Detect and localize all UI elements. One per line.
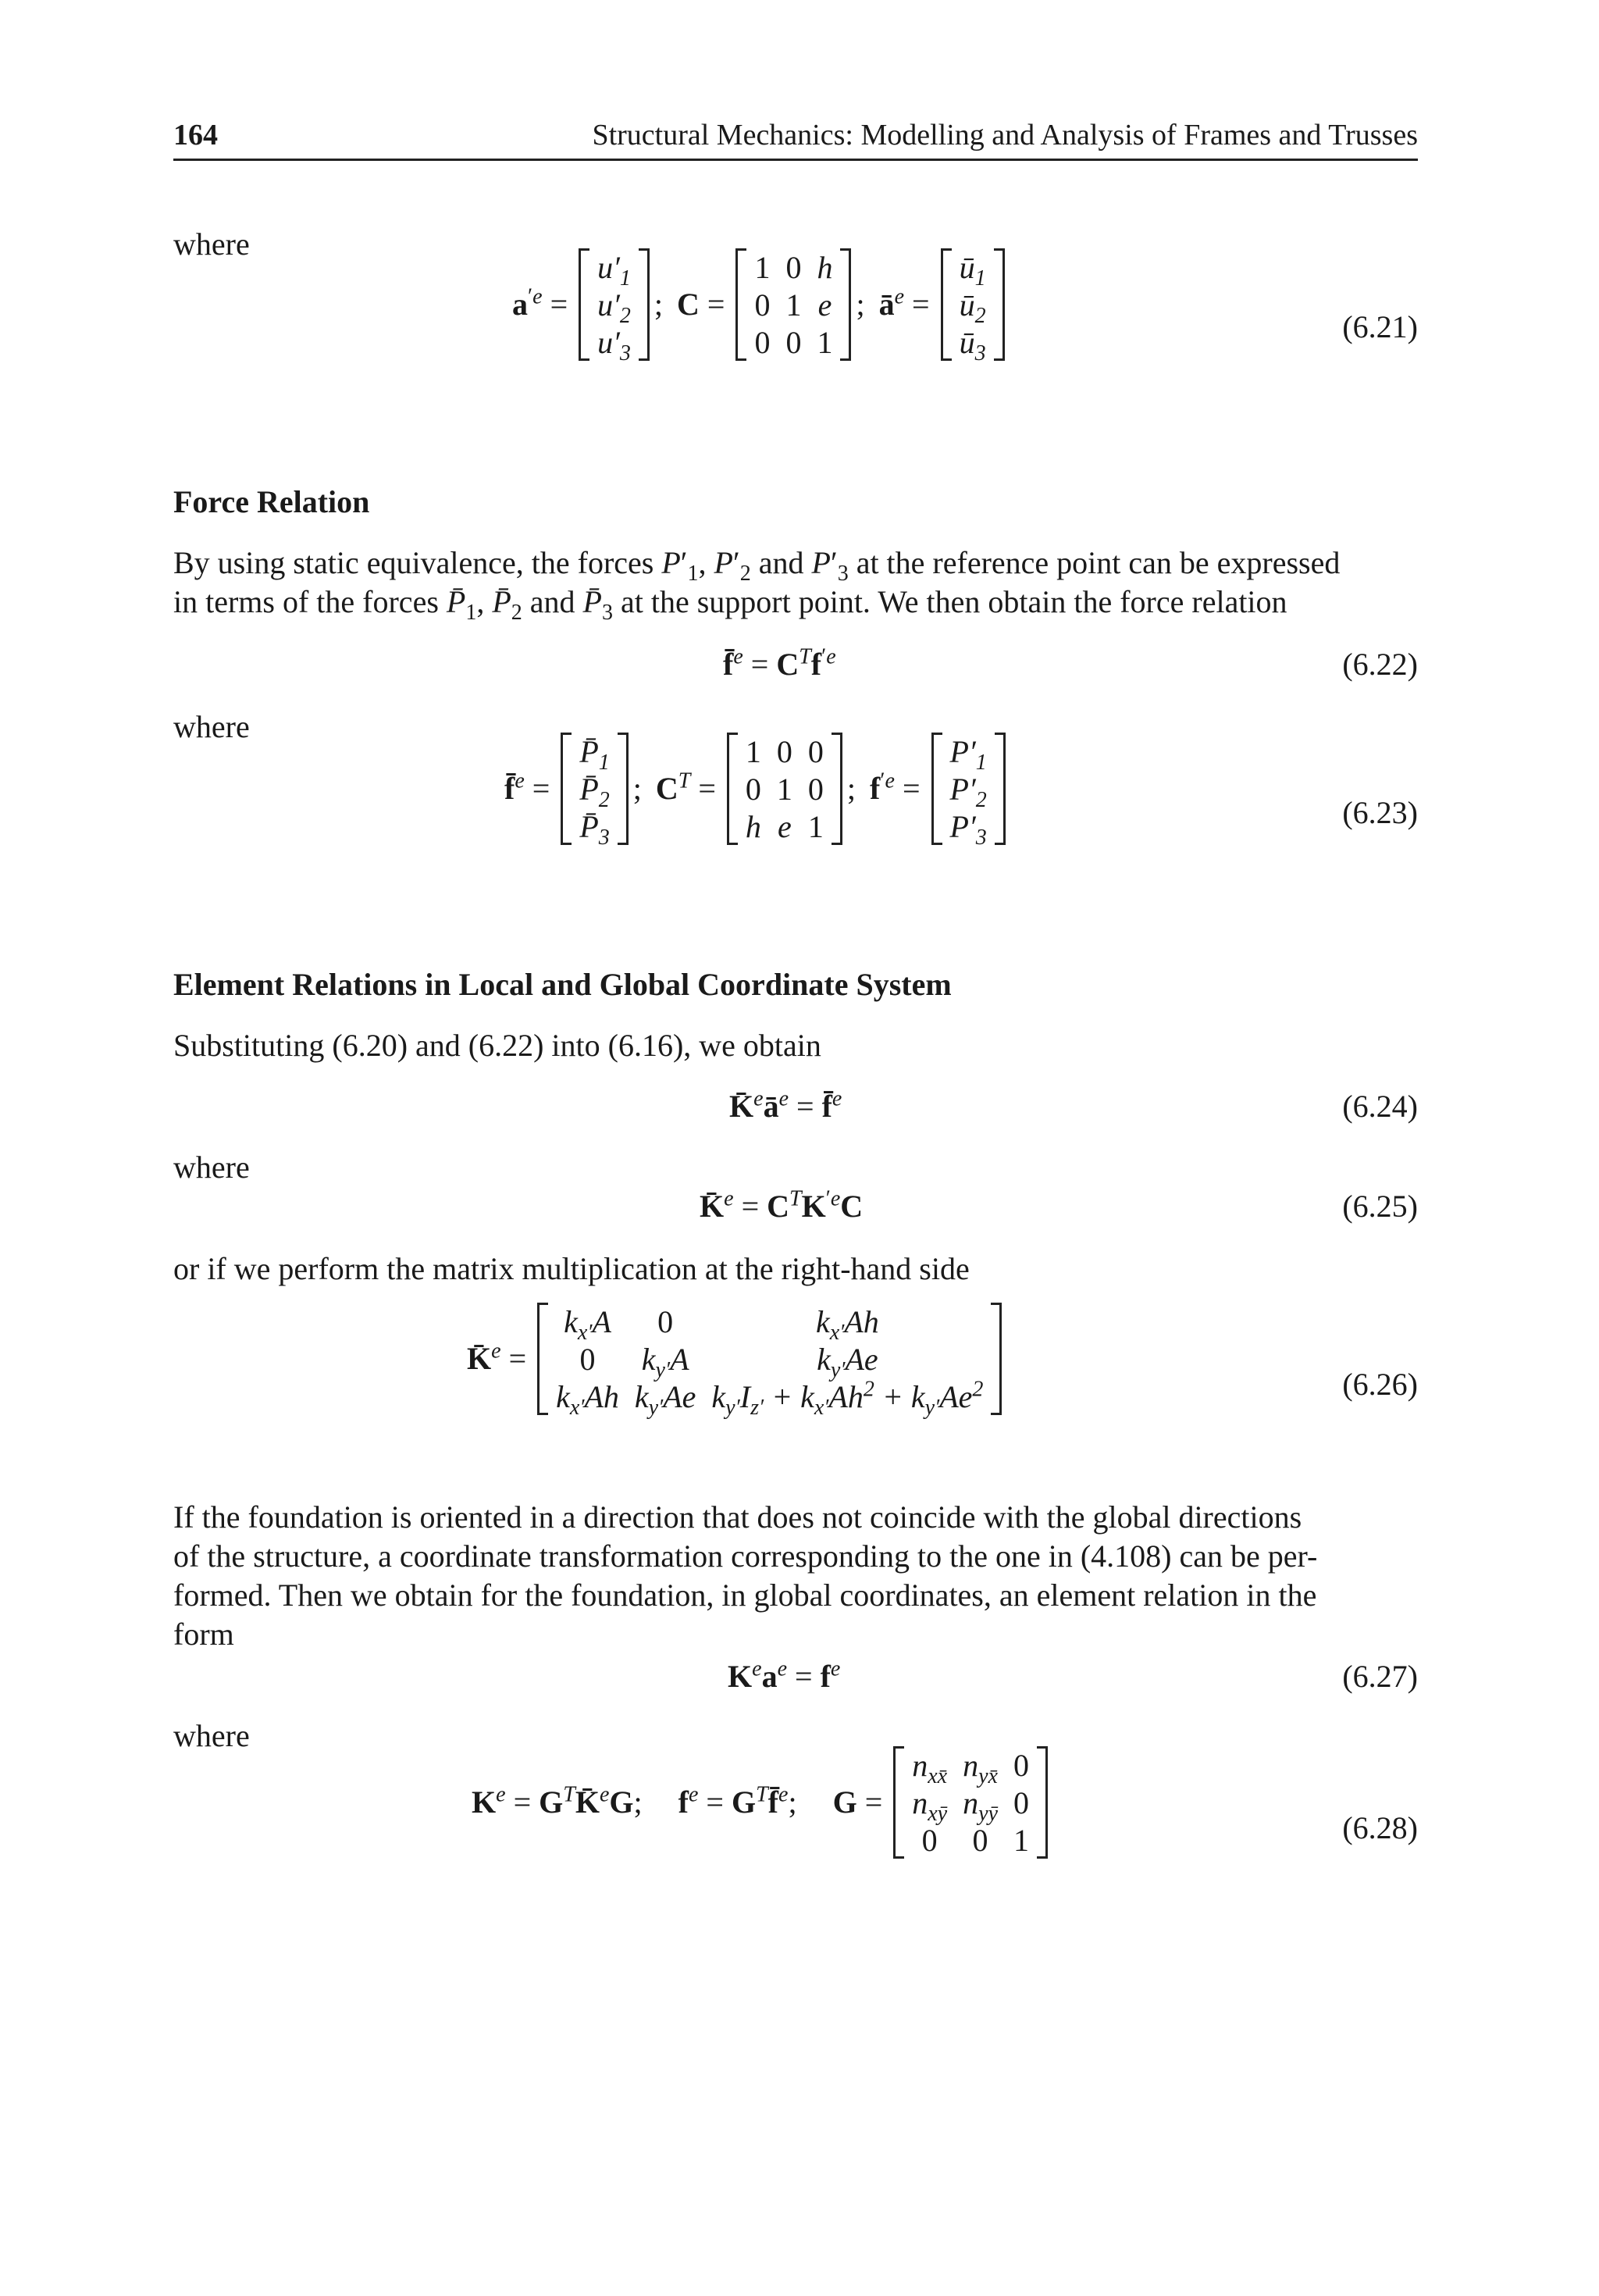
equation-6-23 <box>173 733 1418 897</box>
k-bar-matrix: K̄$^e$ = $k_{x'}A$ 0 $k_{x'}Ah$ 0 $k_{y'}A$ $k_{y'}Ae$ $k_{x'}Ah$ $k_{y'}Ae$ $k_{y'}I_{z'} + k_{x'}Ah^2 + k_{y'}Ae^2$ <box>467 1303 1002 1415</box>
running-head <box>173 116 1418 155</box>
equation-number: (6.24) <box>1342 1089 1418 1124</box>
equation-number: (6.21) <box>1342 309 1418 344</box>
equation-6-24: $K̄^eā^e$ = f̄$^e$ (6.24) <box>173 1087 1418 1126</box>
matrix-multiplication-text: or if we perform the matrix multiplication at the right-hand side <box>173 1251 970 1286</box>
equation-6-25: K̄$^e$ = $C^TK^{'e}C$ (6.25) <box>173 1187 1418 1226</box>
equation-6-26 <box>173 1303 1418 1468</box>
element-relations-paragraph: Substituting (6.20) and (6.22) into (6.16), we obtain <box>173 1028 821 1063</box>
equation-6-22: f̄$^e$ = $C^Tf^{'e}$ (6.22) <box>173 645 1418 684</box>
equation-6-21 <box>173 248 1418 420</box>
where-label-1: where <box>173 226 250 262</box>
equation-6-28 <box>173 1746 1418 1910</box>
where-label-4: where <box>173 1718 250 1753</box>
a-prime-vector: $a^{'e}$ = $u'_1$ $u'_2$ $u'_3$ ; C = 1 0 h 0 1 e 0 0 1 ; $ā^e$ = $ū_1$ $ū_2$ $ū_3$ <box>512 248 1005 361</box>
book-title: Structural Mechanics: Modelling and Analysis of Frames and Trusses <box>592 119 1418 152</box>
foundation-paragraph: If the foundation is oriented in a direction that does not coincide with the global directions of the structure, a coordinate transformation corresponding to the one in (4.108) can be per- formed. Then we obtain for the foundation, in global coordinates, an element relation in the form <box>173 1499 1318 1652</box>
f-bar-vector: f̄$^e$ = $P̄_1$ $P̄_2$ $P̄_3$ ; $C^T$ = 1 0 0 0 1 0 h e 1 ; $f^{'e}$ = $P'_1$ $P'_2$ $P'_3$ <box>504 733 1006 845</box>
equation-6-27: $K^ea^e = f^e$ (6.27) <box>173 1657 1418 1696</box>
where-label-3: where <box>173 1150 250 1185</box>
page-number: 164 <box>173 119 218 152</box>
header-rule <box>173 159 1418 161</box>
equation-number: (6.26) <box>1342 1367 1418 1402</box>
force-relation-paragraph: By using static equivalence, the forces $P'_1$, $P'_2$ and $P'_3$ at the reference point can be expressed in terms of the forces $P̄_1$, $P̄_2$ and $P̄_3$ at the support point. We then obtain the force relation <box>173 545 1341 625</box>
equation-number: (6.25) <box>1342 1189 1418 1224</box>
equation-number: (6.22) <box>1342 647 1418 682</box>
equation-number: (6.23) <box>1342 795 1418 830</box>
section-heading-force-relation: Force Relation <box>173 484 370 519</box>
equation-number: (6.27) <box>1342 1659 1418 1694</box>
where-label-2: where <box>173 709 250 744</box>
equation-number: (6.28) <box>1342 1810 1418 1845</box>
section-heading-element-relations: Element Relations in Local and Global Coordinate System <box>173 967 952 1002</box>
g-matrix-equation: $K^e$ = $G^TK̄^eG$; $f^e$ = $G^Tf̄^e$; G = $n_{xx̄}$ $n_{yx̄}$ 0 $n_{xȳ}$ $n_{yȳ}$ 0 0 0 1 <box>472 1746 1048 1859</box>
